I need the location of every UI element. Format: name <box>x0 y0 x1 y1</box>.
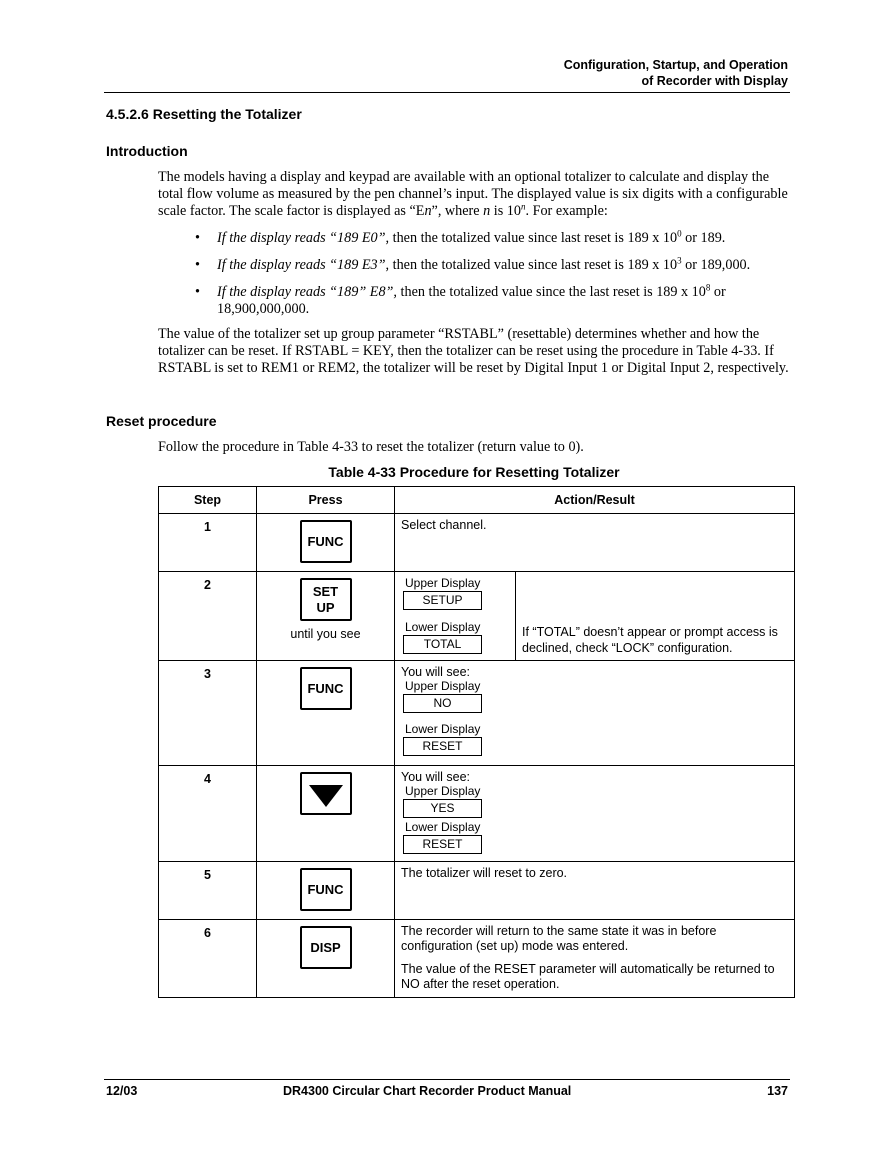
action-cell <box>395 862 795 920</box>
intro-text-b: ”, where <box>431 203 484 219</box>
press-cell <box>257 766 395 862</box>
table-row <box>159 766 795 862</box>
step-number: 4 <box>204 772 211 786</box>
upper-display-value: SETUP <box>403 591 482 610</box>
footer-date: 12/03 <box>106 1084 138 1098</box>
step-cell <box>159 862 257 920</box>
procedure-table <box>158 486 795 998</box>
step-number: 6 <box>204 926 211 940</box>
bullet-text: then the totalized value since last reset is 189 x 10 <box>389 257 678 273</box>
action-cell <box>395 661 795 766</box>
lower-display-value: RESET <box>403 835 482 854</box>
list-item <box>193 230 790 247</box>
down-arrow-key <box>300 772 352 815</box>
table-header-row <box>159 487 795 514</box>
upper-display-label: Upper Display <box>405 784 481 798</box>
bullet-tail: or 189,000. <box>681 257 751 273</box>
header-line-2: of Recorder with Display <box>641 74 788 88</box>
header-line-1: Configuration, Startup, and Operation <box>563 58 788 72</box>
bullet-emphasis: If the display reads “189 E3”, <box>217 257 390 273</box>
bullet-icon: • <box>195 257 200 273</box>
press-cell <box>257 920 395 998</box>
step-number: 2 <box>204 578 211 592</box>
footer-page-number: 137 <box>767 1084 788 1098</box>
setup-key-line2: UP <box>316 599 335 615</box>
bullet-emphasis: If the display reads “189 E0”, <box>217 230 390 246</box>
col-step-header: Step <box>159 487 257 514</box>
bullet-tail: or 18,900,000,000. <box>217 284 726 317</box>
list-item <box>193 257 790 274</box>
bullet-exponent: 8 <box>705 282 711 293</box>
header-rule <box>104 92 790 93</box>
step-cell <box>159 572 257 661</box>
running-header <box>564 57 788 89</box>
press-note: until you see <box>290 627 361 641</box>
action-text: The recorder will return to the same state it was in before configuration (set up) mode was entered. <box>401 924 717 953</box>
table-row <box>159 661 795 766</box>
intro-var-n2: n <box>483 203 491 219</box>
intro-var-n: n <box>424 203 432 219</box>
lower-display-value: RESET <box>403 737 482 756</box>
table-row <box>159 862 795 920</box>
table-row <box>159 920 795 998</box>
table-caption: Table 4-33 Procedure for Resetting Totalizer <box>328 464 620 480</box>
func-key-icon: FUNC <box>300 868 352 911</box>
bullet-icon: • <box>195 230 200 246</box>
step-cell <box>159 766 257 862</box>
bullet-exponent: 3 <box>677 255 682 266</box>
intro-text-d: . For example: <box>525 203 608 219</box>
press-cell <box>257 572 395 661</box>
you-will-see-text: You will see: <box>401 665 471 679</box>
intro-heading: Introduction <box>106 143 188 159</box>
lower-display-label: Lower Display <box>405 620 481 634</box>
table-row <box>159 514 795 572</box>
step-number: 5 <box>204 868 211 882</box>
note-cell <box>516 572 795 661</box>
note-text: If “TOTAL” doesn’t appear or prompt access is declined, check “LOCK” configuration. <box>522 625 778 655</box>
setup-key-icon <box>300 578 352 621</box>
list-item <box>193 284 790 318</box>
step-number: 3 <box>204 667 211 681</box>
step-cell <box>159 661 257 766</box>
section-title: 4.5.2.6 Resetting the Totalizer <box>106 106 302 122</box>
press-cell <box>257 661 395 766</box>
bullet-text: then the totalized value since last reset is 189 x 10 <box>389 230 678 246</box>
bullet-emphasis: If the display reads “189” E8”, <box>217 284 397 300</box>
down-arrow-icon <box>309 785 343 807</box>
upper-display-value: YES <box>403 799 482 818</box>
disp-key-icon: DISP <box>300 926 352 969</box>
intro-sup-n: n <box>520 201 526 212</box>
col-press-header: Press <box>257 487 395 514</box>
lower-display-value: TOTAL <box>403 635 482 654</box>
footer-title: DR4300 Circular Chart Recorder Product Manual <box>283 1084 572 1098</box>
setup-key-line1: SET <box>312 583 339 599</box>
rstabl-paragraph: The value of the totalizer set up group parameter “RSTABL” (resettable) determines whether and how the totalizer can be reset. If RSTABL = KEY, then the totalizer can be reset using the procedure in Table 4-33. If RSTABL is set to REM1 or REM2, the totalizer will be reset by Digital Input 1 or Digital Input 2, respectively. <box>158 326 789 376</box>
step-cell <box>159 514 257 572</box>
table-row <box>159 572 795 661</box>
bullet-exponent: 0 <box>677 228 682 239</box>
upper-display-label: Upper Display <box>405 679 481 693</box>
bullet-text: then the totalized value since the last reset is 189 x 10 <box>396 284 706 300</box>
example-list <box>193 230 790 328</box>
you-will-see-text: You will see: <box>401 770 471 784</box>
bullet-icon: • <box>195 284 200 300</box>
lower-display-label: Lower Display <box>405 820 481 834</box>
action-cell <box>395 920 795 998</box>
press-cell <box>257 862 395 920</box>
bullet-tail: or 189. <box>681 230 726 246</box>
action-cell <box>395 514 795 572</box>
action-cell <box>395 766 795 862</box>
intro-text-a: The models having a display and keypad are available with an optional totalizer to calculate and display the total flow volume as measured by the pen channel’s input. The displayed value is six digits with a configurable scale factor. The scale factor is displayed as “E <box>158 169 788 219</box>
reset-heading: Reset procedure <box>106 413 217 429</box>
footer-rule <box>104 1079 790 1080</box>
upper-display-label: Upper Display <box>405 576 481 590</box>
func-key-icon: FUNC <box>300 667 352 710</box>
func-key-icon: FUNC <box>300 520 352 563</box>
intro-text-c: is 10 <box>490 203 521 219</box>
intro-paragraph <box>158 169 790 220</box>
action-cell <box>395 572 516 661</box>
upper-display-value: NO <box>403 694 482 713</box>
action-text-2: The value of the RESET parameter will automatically be returned to NO after the reset operation. <box>401 962 775 991</box>
action-text: Select channel. <box>401 518 487 532</box>
step-number: 1 <box>204 520 211 534</box>
action-text: The totalizer will reset to zero. <box>401 866 568 880</box>
step-cell <box>159 920 257 998</box>
col-action-header: Action/Result <box>395 487 795 514</box>
lower-display-label: Lower Display <box>405 722 481 736</box>
reset-paragraph: Follow the procedure in Table 4-33 to reset the totalizer (return value to 0). <box>158 439 584 455</box>
press-cell <box>257 514 395 572</box>
